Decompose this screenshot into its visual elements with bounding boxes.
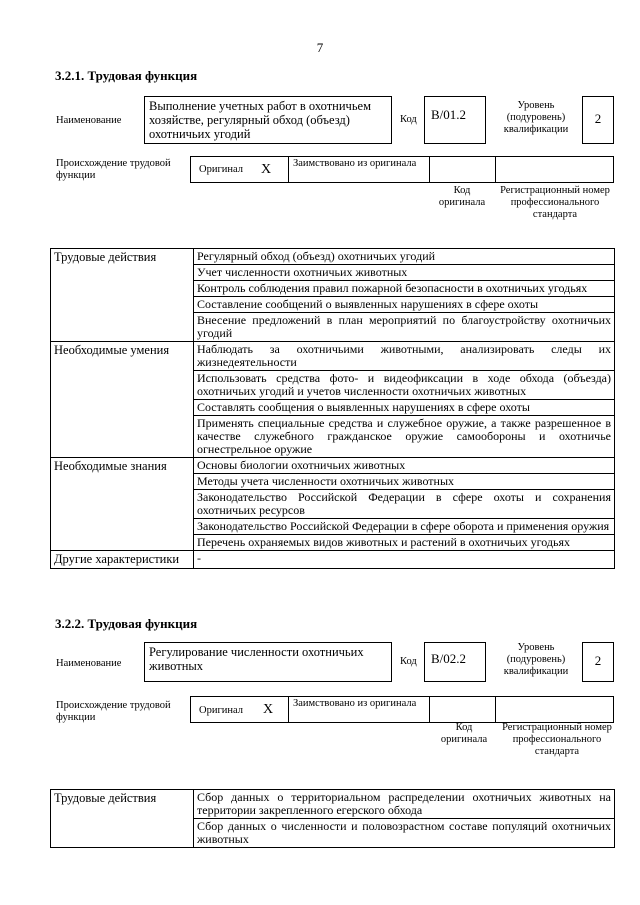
cell-divider (429, 697, 430, 722)
cell-divider (429, 157, 430, 182)
knowledge-item: Законодательство Российской Федерации в сфере оборота и применения оружия (194, 519, 615, 535)
action-item: Сбор данных о территориальном распределении охотничьих животных на территории закрепленного егерского обхода (194, 790, 615, 819)
other-label: Другие характеристики (51, 551, 194, 569)
level-box: 2 (582, 96, 614, 144)
skill-item: Наблюдать за охотничьими животными, анализировать следы их жизнедеятельности (194, 342, 615, 371)
page-number: 7 (316, 40, 324, 55)
borrowed-label: Заимствовано из оригинала (293, 698, 417, 709)
section-heading-322: 3.2.2. Трудовая функция (55, 616, 198, 631)
cell-divider (288, 157, 289, 182)
function-name-box: Выполнение учетных работ в охотничьем хозяйстве, регулярный обход (объезд) охотничьих угодий (144, 96, 392, 144)
knowledge-item: Основы биологии охотничьих животных (194, 458, 615, 474)
cell-divider (495, 157, 496, 182)
action-item: Контроль соблюдения правил пожарной безопасности в охотничьих угодьях (194, 281, 615, 297)
original-label: Оригинал (199, 164, 243, 175)
skill-item: Составлять сообщения о выявленных нарушениях в сфере охоты (194, 400, 615, 416)
work-actions-table-1 (50, 248, 615, 569)
knowledge-item: Методы учета численности охотничьих животных (194, 474, 615, 490)
code-box: B/02.2 (424, 642, 486, 682)
origin-box (190, 696, 614, 723)
skill-item: Применять специальные средства и служебное оружие, а также разрешенное в качестве служебного гражданское оружие самообороны и охотничье огнестрельное оружие (194, 416, 615, 458)
code-orig-caption: Код оригинала (440, 722, 488, 745)
action-item: Составление сообщений о выявленных нарушениях в сфере охоты (194, 297, 615, 313)
action-item: Регулярный обход (объезд) охотничьих угодий (194, 249, 615, 265)
action-item: Внесение предложений в план мероприятий по благоустройству охотничьих угодий (194, 313, 615, 342)
level-label: Уровень (подуровень) квалификации (503, 642, 569, 677)
level-box: 2 (582, 642, 614, 682)
name-label: Наименование (56, 115, 122, 126)
origin-label: Происхождение трудовой функции (56, 700, 171, 723)
code-label: Код (400, 114, 417, 125)
knowledge-label: Необходимые знания (51, 458, 194, 551)
level-label: Уровень (подуровень) квалификации (503, 100, 569, 135)
knowledge-item: Перечень охраняемых видов животных и растений в охотничьих угодьях (194, 535, 615, 551)
cell-divider (288, 697, 289, 722)
original-mark: X (263, 702, 274, 717)
skill-item: Использовать средства фото- и видеофиксации в ходе обхода (объезда) охотничьих угодий и учетов численности охотничьих животных (194, 371, 615, 400)
name-label: Наименование (56, 658, 122, 669)
code-orig-caption: Код оригинала (438, 185, 486, 208)
action-item: Учет численности охотничьих животных (194, 265, 615, 281)
origin-box (190, 156, 614, 183)
borrowed-label: Заимствовано из оригинала (293, 158, 417, 169)
function-name-box: Регулирование численности охотничьих животных (144, 642, 392, 682)
reg-num-caption: Регистрационный номер профессионального стандарта (502, 722, 612, 757)
knowledge-item: Законодательство Российской Федерации в сфере охоты и сохранения охотничьих ресурсов (194, 490, 615, 519)
skills-label: Необходимые умения (51, 342, 194, 458)
cell-divider (495, 697, 496, 722)
origin-label: Происхождение трудовой функции (56, 158, 171, 181)
original-mark: X (261, 162, 272, 177)
actions-label: Трудовые действия (51, 790, 194, 848)
actions-label: Трудовые действия (51, 249, 194, 342)
other-value: - (194, 551, 615, 569)
section-heading-321: 3.2.1. Трудовая функция (55, 68, 198, 83)
work-actions-table-2 (50, 789, 615, 848)
action-item: Сбор данных о численности и половозрастном составе популяций охотничьих животных (194, 819, 615, 848)
reg-num-caption: Регистрационный номер профессионального стандарта (500, 185, 610, 220)
code-label: Код (400, 656, 417, 667)
original-label: Оригинал (199, 705, 243, 716)
code-box: B/01.2 (424, 96, 486, 144)
